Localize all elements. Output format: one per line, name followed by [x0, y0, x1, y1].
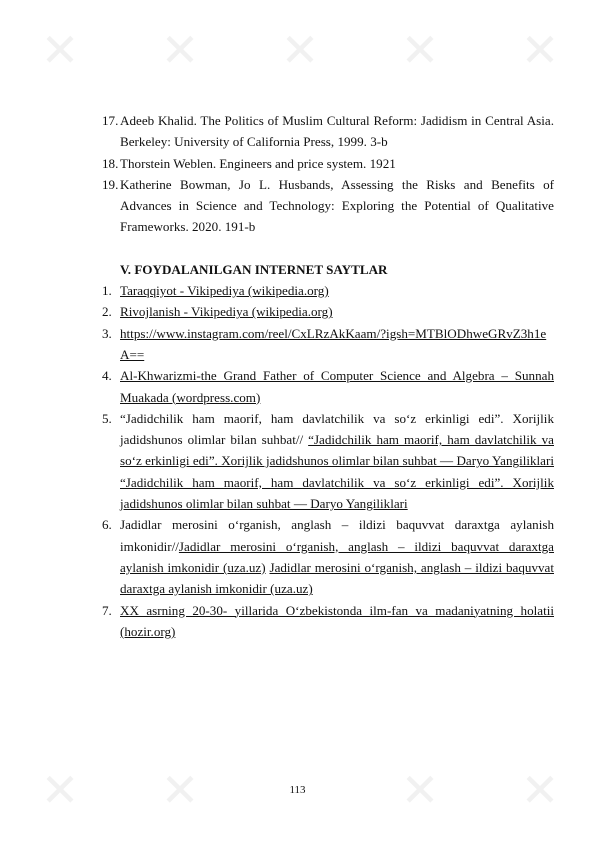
source-number: 3.	[102, 325, 112, 341]
watermark-glyph: ✕	[280, 23, 320, 77]
watermark-glyph: ✕	[520, 23, 560, 77]
source-number: 4.	[102, 368, 112, 384]
reference-text: Thorstein Weblen. Engineers and price system. 1921	[120, 155, 396, 171]
watermark-glyph: ✕	[40, 763, 80, 817]
source-link[interactable]: Jadidlar merosini o‘rganish, anglash – ildizi baquvvat daraxtga aylanish imkonidir (uza.uz)	[120, 538, 554, 575]
reference-number: 17.	[102, 113, 119, 128]
source-link[interactable]: Taraqqiyot - Vikipediya (wikipedia.org)	[120, 283, 329, 299]
source-text: “Jadidchilik ham maorif, ham davlatchilik va so‘z erkinligi edi”. Xorijlik jadidshunos olimlar bilan suhbat//	[120, 410, 554, 448]
source-number: 1.	[102, 283, 112, 299]
internet-sources-list	[104, 280, 554, 642]
source-link[interactable]: Jadidlar merosini o‘rganish, anglash – ildizi baquvvat daraxtga aylanish imkonidir (uza.uz)	[120, 559, 554, 597]
watermark-glyph: ✕	[40, 23, 80, 77]
source-number: 2.	[102, 304, 112, 320]
source-item-4	[104, 365, 554, 408]
source-link[interactable]: XX asrning 20-30- yillarida O‘zbekistonda ilm-fan va madaniyatning holatii (hozir.org)	[120, 602, 554, 639]
source-link[interactable]: Al-Khwarizmi-the Grand Father of Computer Science and Algebra – Sunnah Muakada (wordpress.com)	[120, 368, 554, 405]
source-number: 6.	[102, 517, 112, 533]
source-item-1	[104, 280, 554, 301]
source-text: Jadidlar merosini o‘rganish, anglash – ildizi baquvvat daraxtga aylanish imkonidir//	[120, 517, 554, 554]
section-heading: V. FOYDALANILGAN INTERNET SAYTLAR	[120, 261, 388, 277]
reference-number: 18.	[102, 155, 119, 171]
watermark-glyph: ✕	[400, 23, 440, 77]
source-item-7	[104, 600, 554, 643]
source-number: 5.	[102, 410, 112, 426]
references-list	[104, 110, 554, 642]
source-item-5	[104, 408, 554, 514]
reference-item-18	[104, 153, 554, 174]
reference-item-19	[104, 174, 554, 238]
reference-text: Adeeb Khalid. The Politics of Muslim Cultural Reform: Jadidism in Central Asia. Berkeley: University of California Press, 1999. 3-b	[120, 113, 554, 150]
reference-text: Katherine Bowman, Jo L. Husbands, Assessing the Risks and Benefits of Advances in Science and Technology: Exploring the Potential of Qualitative Frameworks. 2020. 191-b	[120, 176, 554, 235]
source-link[interactable]: https://www.instagram.com/reel/CxLRzAkKaam/?igsh=MTBlODhweGRvZ3h1eA==	[120, 325, 547, 362]
source-link[interactable]: Rivojlanish - Vikipediya (wikipedia.org)	[120, 304, 333, 320]
watermark-glyph: ✕	[160, 763, 200, 817]
watermark-glyph: ✕	[160, 23, 200, 77]
reference-item-17	[104, 110, 554, 153]
source-link[interactable]: “Jadidchilik ham maorif, ham davlatchilik va so‘z erkinligi edi”. Xorijlik jadidshunos olimlar bilan suhbat — Daryo Yangiliklari	[120, 432, 554, 469]
source-item-3	[104, 323, 554, 366]
watermark-glyph: ✕	[520, 763, 560, 817]
page-number: 113	[289, 784, 306, 796]
watermark-glyph: ✕	[400, 763, 440, 817]
source-link[interactable]: “Jadidchilik ham maorif, ham davlatchilik va so‘z erkinligi edi”. Xorijlik jadidshunos olimlar bilan suhbat — Daryo Yangiliklari	[120, 474, 554, 512]
source-number: 7.	[102, 602, 112, 618]
source-item-2	[104, 301, 554, 322]
reference-number: 19.	[102, 176, 119, 192]
source-item-6	[104, 514, 554, 599]
